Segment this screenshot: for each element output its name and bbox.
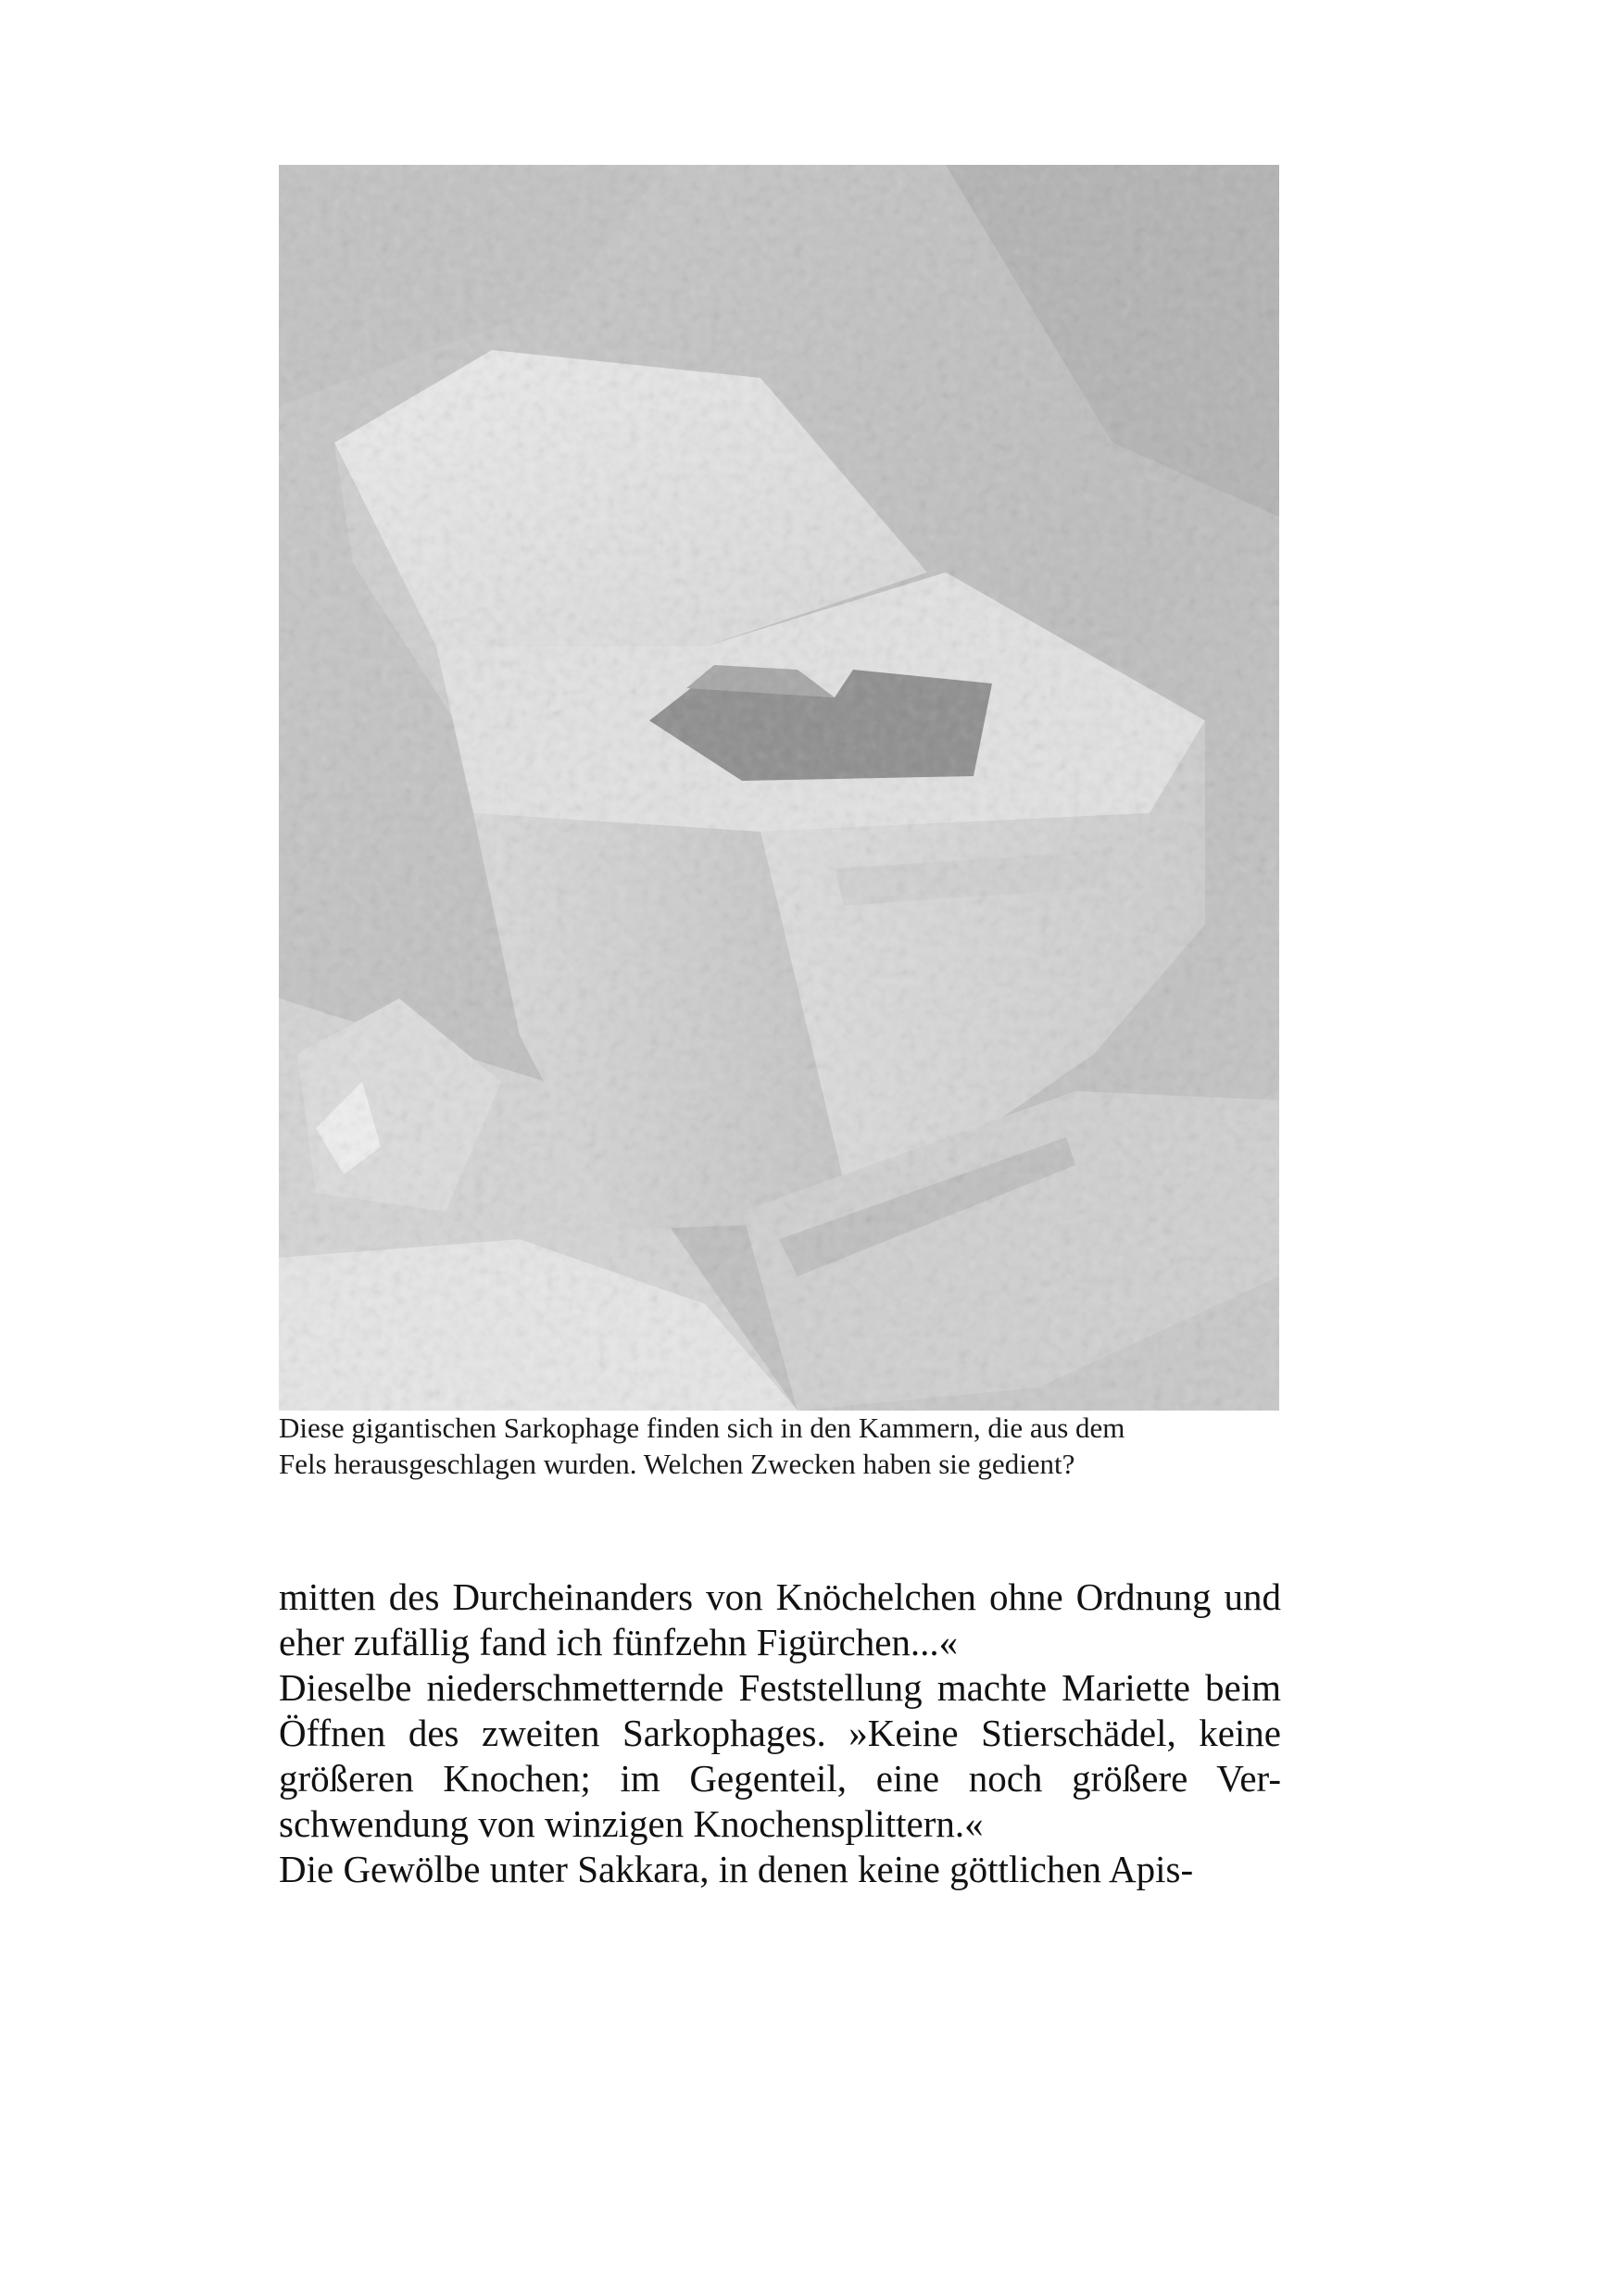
caption-line: Diese gigantischen Sarkophage finden sich in den Kammern, die aus dem — [279, 1411, 1125, 1444]
body-line: größeren Knochen; im Gegenteil, eine noch größere Ver- — [279, 1757, 1281, 1800]
body-line: mitten des Durcheinanders von Knöchelchen ohne Ordnung und — [279, 1575, 1281, 1618]
body-line: schwendung von winzigen Knochensplittern.« — [279, 1802, 984, 1845]
caption-line: Fels herausgeschlagen wurden. Welchen Zwecken haben sie gedient? — [279, 1448, 1075, 1480]
body-line: eher zufällig fand ich fünfzehn Figürchen...« — [279, 1621, 959, 1663]
body-paragraph — [279, 1575, 1281, 1892]
body-line: Öffnen des zweiten Sarkophages. »Keine Stierschädel, keine — [279, 1712, 1281, 1754]
body-line: Dieselbe niederschmetternde Feststellung machte Mariette beim — [279, 1666, 1281, 1709]
figure-caption — [279, 1410, 1298, 1482]
body-line: Die Gewölbe unter Sakkara, in denen keine göttlichen Apis- — [279, 1848, 1194, 1890]
sarcophagus-photo — [279, 165, 1279, 1411]
